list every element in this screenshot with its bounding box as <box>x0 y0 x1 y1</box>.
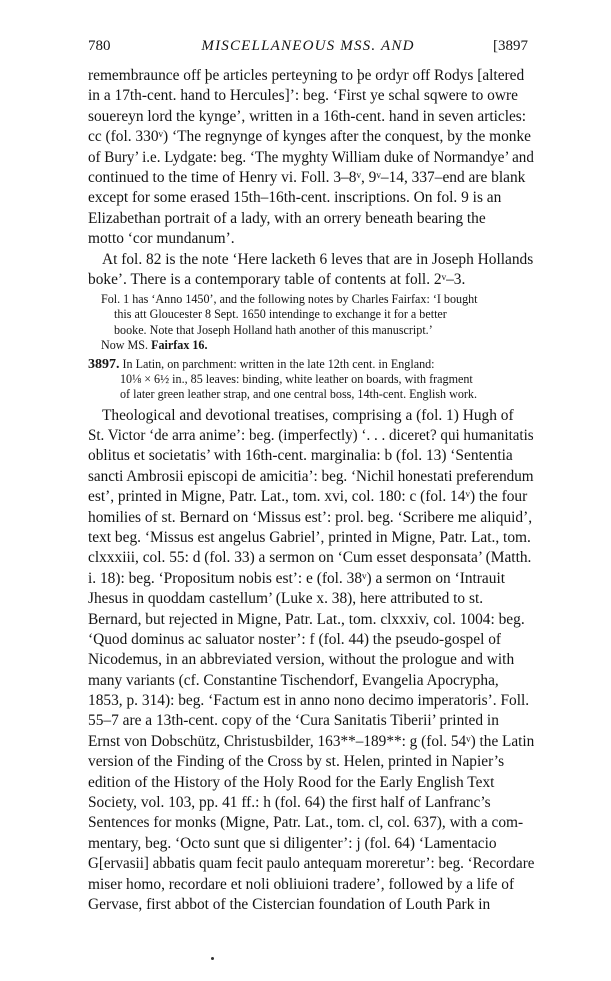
text-line: St. Victor ‘de arra anime’: beg. (imperfectly) ‘. . . diceret? qui humanitatis <box>88 427 534 444</box>
text-line: edition of the History of the Holy Rood for the Early English Text <box>88 773 495 791</box>
text-line: cc (fol. 330ᵛ) ‘The regnynge of kynges after the conquest, by the monke <box>88 128 532 146</box>
text-line: Gervase, first abbot of the Cistercian foundation of Louth Park in <box>88 895 491 913</box>
text-line: Jhesus in quoddam castellum’ (Luke x. 38), here attributed to st. <box>88 590 484 608</box>
text-line: Elizabethan portrait of a lady, with an orrery beneath bearing the <box>88 209 486 227</box>
text-line: many variants (cf. Constantine Tischendorf, Evangelia Apocrypha, <box>88 671 499 689</box>
page-body <box>88 66 534 915</box>
text-line: est’, printed in Migne, Patr. Lat., tom. xvi, col. 180: c (fol. 14ᵛ) the four <box>88 488 528 506</box>
text-line: of Bury’ i.e. Lydgate: beg. ‘The myghty William duke of Normandye’ and <box>88 148 534 166</box>
previous-entry-continuation <box>88 66 534 290</box>
text-line: Ernst von Dobschütz, Christusbilder, 163**–189**: g (fol. 54ᵛ) the Latin <box>88 732 535 750</box>
text-line: 1853, p. 314): beg. ‘Factum est in anno nono decimo imperatoris’. Foll. <box>88 692 530 710</box>
text-line: Society, vol. 103, pp. 41 ff.: h (fol. 64) the first half of Lanfranc’s <box>88 794 491 812</box>
text-line: miser homo, recordare et noli obliuioni tradere’, followed by a life of <box>88 875 515 893</box>
entry-heading-line: 3897. In Latin, on parchment: written in the late 12th cent. in England: <box>88 357 435 373</box>
note-line: booke. Note that Joseph Holland hath another of this manuscript.’ <box>114 322 433 337</box>
entry-heading-line: 10⅛ × 6½ in., 85 leaves: binding, white leather on boards, with fragment <box>120 372 473 387</box>
page-number: 780 <box>88 38 111 54</box>
text-line: except for some erased 15th–16th-cent. inscriptions. On fol. 9 is an <box>88 189 502 207</box>
text-line: ‘Quod dominus ac saluator noster’: f (fol. 44) the pseudo-gospel of <box>88 630 502 648</box>
text-line: remembraunce off þe articles perteyning to þe ordyr off Rodys [altered <box>88 67 525 84</box>
text-line: souereyn lord the kynge’, written in a 16th-cent. hand in seven articles: <box>88 107 527 125</box>
running-title: MISCELLANEOUS MSS. AND <box>201 38 415 54</box>
text-line: i. 18): beg. ‘Propositum nobis est’: e (fol. 38ᵛ) a sermon on ‘Intrauit <box>88 569 506 587</box>
text-line: sancti Ambrosii episcopi de amicitia’: beg. ‘Nichil honestati preferendum <box>88 467 534 485</box>
text-line: At fol. 82 is the note ‘Here lacketh 6 leves that are in Joseph Hollands <box>102 250 534 268</box>
text-line: clxxxiii, col. 55: d (fol. 33) a sermon on ‘Cum esset desponsata’ (Matth. <box>88 549 532 567</box>
text-line: Theological and devotional treatises, comprising a (fol. 1) Hugh of <box>102 406 514 424</box>
text-line: Sentences for monks (Migne, Patr. Lat., tom. cl, col. 637), with a com- <box>88 814 524 832</box>
entry-number: 3897. <box>88 357 120 373</box>
printer-mark <box>211 957 214 960</box>
text-line: continued to the time of Henry vi. Foll. 3–8ᵛ, 9ᵛ–14, 337–end are blank <box>88 168 526 186</box>
text-line: Nicodemus, in an abbreviated version, without the prologue and with <box>88 651 515 669</box>
entry-heading-line: of later green leather strap, and one central boss, 14th-cent. English work. <box>120 387 477 402</box>
text-line: version of the Finding of the Cross by st. Helen, printed in Napier’s <box>88 753 505 771</box>
text-line: oblitus et societatis’ with 16th-cent. marginalia: b (fol. 13) ‘Sententia <box>88 447 513 465</box>
text-line: boke’. There is a contemporary table of contents at foll. 2ᵛ–3. <box>88 270 466 288</box>
note-line: this att Gloucester 8 Sept. 1650 intendinge to exchange it for a better <box>114 307 447 322</box>
text-line: text beg. ‘Missus est angelus Gabriel’, printed in Migne, Patr. Lat., tom. <box>88 528 531 546</box>
entry-reference: [3897 <box>493 38 528 54</box>
entry-description <box>88 357 534 403</box>
provenance-notes <box>88 292 534 353</box>
text-line: motto ‘cor mundanum’. <box>88 230 235 248</box>
note-line: Fol. 1 has ‘Anno 1450’, and the following notes by Charles Fairfax: ‘I bought <box>101 292 478 307</box>
shelfmark-name: Fairfax 16. <box>151 337 208 352</box>
entry-body <box>88 406 534 916</box>
text-line: Bernard, but rejected in Migne, Patr. Lat., tom. clxxxiv, col. 1004: beg. <box>88 610 525 628</box>
text-line: mentary, beg. ‘Octo sunt que si diligenter’: j (fol. 64) ‘Lamentacio <box>88 834 497 852</box>
shelfmark: Now MS. Fairfax 16. <box>101 337 208 352</box>
text-line: in a 17th-cent. hand to Hercules]’: beg. ‘First ye schal sqwere to owre <box>88 87 518 105</box>
text-line: 55–7 are a 13th-cent. copy of the ‘Cura Sanitatis Tiberii’ printed in <box>88 712 499 730</box>
text-line: homilies of st. Bernard on ‘Missus est’: prol. beg. ‘Scribere me aliquid’, <box>88 508 533 526</box>
running-header <box>88 38 528 60</box>
text-line: G[ervasii] abbatis quam fecit paulo antequam moreretur’: beg. ‘Recordare <box>88 855 535 873</box>
